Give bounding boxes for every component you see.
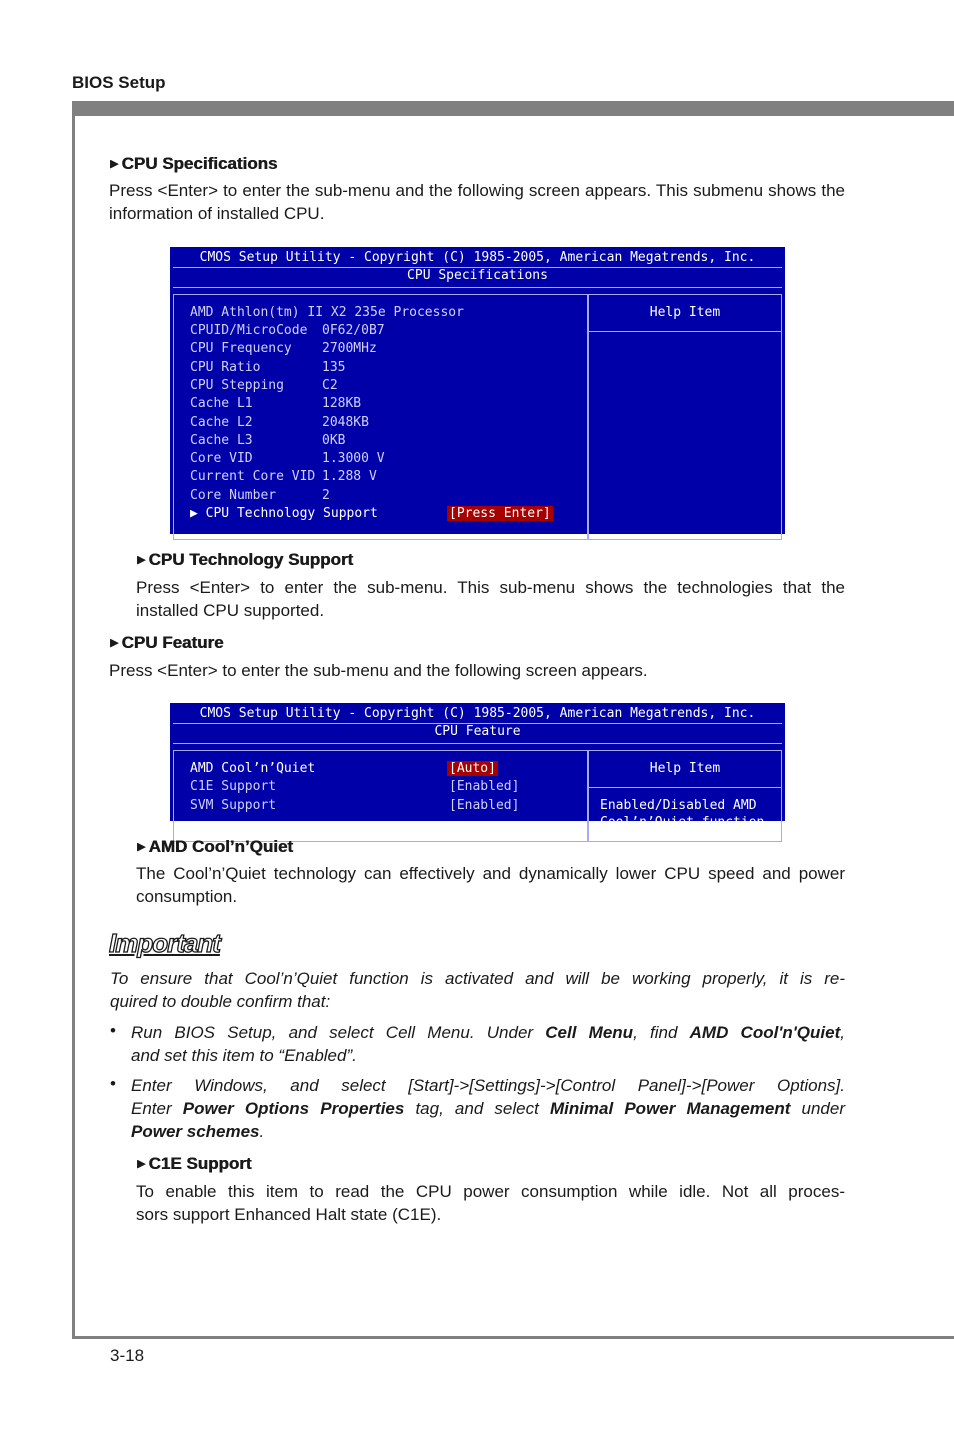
bios-row-value: 135 [322,360,346,375]
important-bullet1-line2: and set this item to “Enabled”. [131,1046,357,1065]
important-bullet1-line1: Run BIOS Setup, and select Cell Menu. Under Cell Menu, find AMD Cool'n'Quiet, [131,1023,845,1042]
triangle-bullet-icon: ▶ [137,1158,146,1170]
bios-help-text: Enabled/Disabled AMD [600,798,757,813]
bios-row-value: 128KB [322,396,362,411]
bios-help-title: Help Item [649,761,721,776]
bullet-dot: • [110,1021,116,1040]
bios-row-label: CPU Frequency [190,341,292,356]
bios-press-enter-value[interactable]: [Press Enter] [449,506,551,521]
important-title: Important [109,928,220,958]
cpu-feature-description: Press <Enter> to enter the sub-menu and the following screen appears. [109,661,648,680]
bios-screen-cpu-specifications [170,247,785,534]
bios-divider [173,287,782,288]
bios-divider [173,743,782,744]
c1e-description-line2: sors support Enhanced Halt state (C1E). [136,1205,442,1224]
left-rule [72,101,75,1339]
heading-cpu-technology-support: ▶ CPU Technology Support [137,550,354,569]
bios-copyright: CMOS Setup Utility - Copyright (C) 1985-2005, American Megatrends, Inc. [199,250,756,265]
bullet-dot: • [110,1074,116,1093]
triangle-bullet-icon: ▶ [110,637,119,649]
bios-processor-name: AMD Athlon(tm) II X2 235e Processor [190,305,464,320]
triangle-bullet-icon: ▶ [110,158,119,170]
bios-copyright: CMOS Setup Utility - Copyright (C) 1985-2005, American Megatrends, Inc. [199,706,756,721]
heading-amd-cool-n-quiet: ▶ AMD Cool’n’Quiet [137,837,293,856]
important-bullet2-line3: Power schemes. [131,1122,265,1141]
heading-cpu-feature: ▶ CPU Feature [110,633,224,652]
bios-row-c1e-support[interactable]: C1E Support [190,779,277,794]
bios-row-label: CPU Stepping [190,378,284,393]
bios-row-value: 2700MHz [322,341,377,356]
triangle-bullet-icon: ▶ [137,841,146,853]
page-number: 3-18 [110,1346,145,1365]
bios-help-divider [589,331,781,332]
bios-row-label: Current Core VID [190,469,316,484]
important-intro-line2: quired to double confirm that: [110,992,331,1011]
bios-row-label: CPU Ratio [190,360,261,375]
bios-row-amd-cool-n-quiet[interactable]: AMD Cool’n’Quiet [190,761,316,776]
bios-row-value: C2 [322,378,338,393]
heading-c1e-support: ▶ C1E Support [137,1154,252,1173]
amd-cnq-description: The Cool’n’Quiet technology can effectively and dynamically lower CPU speed and power consumption. [136,864,845,906]
bios-help-text-cut: Cool’n’Quiet function [600,815,765,830]
bios-value-enabled[interactable]: [Enabled] [449,779,520,794]
bios-screen-cpu-feature [170,703,785,830]
important-bullet2-line2: Enter Power Options Properties tag, and select Minimal Power Management under [131,1099,845,1118]
cpu-spec-description: Press <Enter> to enter the sub-menu and the following screen appears. This submenu shows the information of installed CPU. [109,181,845,223]
bios-screen-title: CPU Feature [434,724,521,739]
bios-row-label: Cache L3 [190,433,253,448]
bios-row-value: 2048KB [322,415,369,430]
bios-row-label: Cache L2 [190,415,253,430]
triangle-bullet-icon: ▶ [137,554,146,566]
bios-help-title: Help Item [649,305,721,320]
bios-screen-title: CPU Specifications [407,268,548,283]
bios-row-value: 0F62/0B7 [322,323,385,338]
bios-row-svm-support[interactable]: SVM Support [190,798,277,813]
bios-row-value: 1.3000 V [322,451,385,466]
bios-row-label: Core Number [190,488,277,503]
running-header: BIOS Setup [72,73,166,92]
bios-value-auto[interactable]: [Auto] [449,761,496,776]
header-bar [72,101,954,116]
bios-help-divider [589,787,781,788]
bios-submenu-cpu-technology-support[interactable]: ▶ CPU Technology Support [190,506,378,521]
important-bullet2-line1: Enter Windows, and select [Start]->[Settings]->[Control Panel]->[Power Options]. [131,1076,845,1095]
important-intro-line1: To ensure that Cool’n’Quiet function is activated and will be working properly, it is re- [110,969,845,988]
footer-rule [72,1336,954,1339]
bios-value-enabled[interactable]: [Enabled] [449,798,520,813]
bios-row-label: CPUID/MicroCode [190,323,308,338]
bios-row-label: Cache L1 [190,396,253,411]
heading-cpu-specifications: ▶ CPU Specifications [110,154,278,173]
c1e-description-line1: To enable this item to read the CPU power consumption while idle. Not all proces- [136,1182,845,1201]
bios-row-value: 1.288 V [322,469,377,484]
cpu-tech-description: Press <Enter> to enter the sub-menu. This sub-menu shows the technologies that the installed CPU supported. [136,578,845,620]
bios-row-value: 2 [322,488,330,503]
bios-row-value: 0KB [322,433,346,448]
bios-row-label: Core VID [190,451,253,466]
